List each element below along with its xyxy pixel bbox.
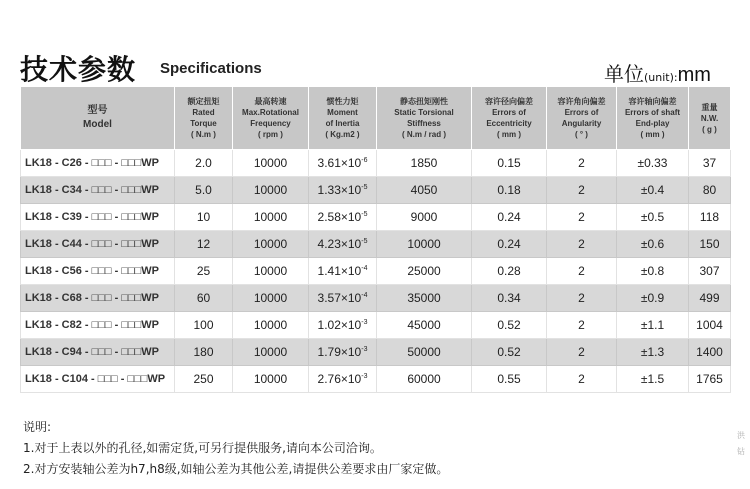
torque-cell: 60 [175,285,233,312]
header-en: Rated Torque ( N.m ) [190,108,217,139]
header-cn: 容许径向偏差 [485,97,533,106]
model-cell: LK18 - C56 - □□□ - □□□WP [21,258,175,285]
endplay-cell: ±0.4 [617,177,689,204]
page-subtitle: Specifications [160,60,262,77]
header-speed [233,87,309,150]
header-cn: 重量 [701,102,718,112]
inertia-cell [309,150,377,177]
model-cell: LK18 - C82 - □□□ - □□□WP [21,312,175,339]
inertia-exponent: -5 [361,211,368,218]
note-item-1: 1.对于上表以外的孔径,如需定货,可另行提供服务,请向本公司洽询。 [23,441,382,455]
weight-cell: 1004 [689,312,731,339]
torque-cell: 100 [175,312,233,339]
eccentricity-cell: 0.28 [472,258,547,285]
header-endplay [617,87,689,150]
inertia-base: 4.23×10 [317,237,362,251]
header-en: Errors of Eccentricity ( mm ) [486,108,532,139]
inertia-base: 1.41×10 [317,264,362,278]
stiffness-cell: 50000 [377,339,472,366]
speed-cell: 10000 [233,285,309,312]
speed-cell: 10000 [233,366,309,393]
inertia-exponent: -5 [361,238,368,245]
angularity-cell: 2 [547,312,617,339]
table-row [21,150,731,177]
inertia-base: 2.58×10 [317,210,362,224]
model-cell: LK18 - C39 - □□□ - □□□WP [21,204,175,231]
model-cell: LK18 - C34 - □□□ - □□□WP [21,177,175,204]
specifications-table [20,86,731,393]
notes-title: 说明: [23,420,52,434]
table-row [21,231,731,258]
stiffness-cell: 10000 [377,231,472,258]
angularity-cell: 2 [547,150,617,177]
stiffness-cell: 9000 [377,204,472,231]
table-row [21,312,731,339]
torque-cell: 10 [175,204,233,231]
inertia-base: 1.79×10 [317,345,362,359]
header-en: Errors of Angularity ( ° ) [561,108,602,139]
header-en: N.W. ( g ) [700,113,719,134]
inertia-exponent: -5 [361,184,368,191]
inertia-cell [309,258,377,285]
endplay-cell: ±0.5 [617,204,689,231]
table-row [21,285,731,312]
header-model [21,87,175,150]
header-cn: 容许轴向偏差 [628,97,677,106]
table-row [21,366,731,393]
speed-cell: 10000 [233,204,309,231]
model-cell: LK18 - C104 - □□□ - □□□WP [21,366,175,393]
table-row [21,258,731,285]
inertia-base: 3.61×10 [317,156,362,170]
inertia-cell [309,204,377,231]
unit-value: mm [677,64,711,86]
notes [23,417,448,480]
inertia-exponent: -4 [361,292,368,299]
inertia-exponent: -6 [361,157,368,164]
endplay-cell: ±1.5 [617,366,689,393]
weight-cell: 307 [689,258,731,285]
speed-cell: 10000 [233,150,309,177]
speed-cell: 10000 [233,339,309,366]
header-row [21,87,731,150]
stiffness-cell: 35000 [377,285,472,312]
header-en: Moment of Inertia ( Kg.m2 ) [325,108,360,139]
speed-cell: 10000 [233,312,309,339]
inertia-cell [309,231,377,258]
stiffness-cell: 1850 [377,150,472,177]
unit-label [604,58,711,87]
page-title: 技术参数 [20,53,137,86]
eccentricity-cell: 0.24 [472,231,547,258]
weight-cell: 1765 [689,366,731,393]
unit-prefix: 单位 [604,62,644,86]
endplay-cell: ±1.3 [617,339,689,366]
weight-cell: 80 [689,177,731,204]
eccentricity-cell: 0.18 [472,177,547,204]
header-en: Max.Rotational Frequency ( rpm ) [242,108,299,139]
eccentricity-cell: 0.15 [472,150,547,177]
inertia-exponent: -4 [361,265,368,272]
weight-cell: 1400 [689,339,731,366]
header-cn: 额定扭矩 [187,97,220,106]
header-cn: 容许角向偏差 [557,97,606,106]
header-stiffness [377,87,472,150]
eccentricity-cell: 0.52 [472,339,547,366]
weight-cell: 37 [689,150,731,177]
model-cell: LK18 - C44 - □□□ - □□□WP [21,231,175,258]
torque-cell: 180 [175,339,233,366]
inertia-cell [309,312,377,339]
weight-cell: 150 [689,231,731,258]
header-weight [689,87,731,150]
torque-cell: 5.0 [175,177,233,204]
header-eccentricity [472,87,547,150]
angularity-cell: 2 [547,366,617,393]
table-row [21,204,731,231]
header-cn: 惯性力矩 [326,97,359,106]
header-inertia [309,87,377,150]
table-body [21,150,731,393]
stiffness-cell: 25000 [377,258,472,285]
header-angularity [547,87,617,150]
eccentricity-cell: 0.34 [472,285,547,312]
endplay-cell: ±0.8 [617,258,689,285]
inertia-cell [309,339,377,366]
endplay-cell: ±0.9 [617,285,689,312]
stiffness-cell: 4050 [377,177,472,204]
header-en: Model [83,119,112,130]
header-cn: 静态扭矩刚性 [400,97,448,106]
endplay-cell: ±0.6 [617,231,689,258]
weight-cell: 118 [689,204,731,231]
inertia-base: 3.57×10 [317,291,362,305]
torque-cell: 12 [175,231,233,258]
table-row [21,177,731,204]
note-item-2: 2.对方安装轴公差为h7,h8级,如轴公差为其他公差,请提供公差要求由厂家定做。 [23,462,449,476]
angularity-cell: 2 [547,231,617,258]
stiffness-cell: 60000 [377,366,472,393]
inertia-cell [309,285,377,312]
speed-cell: 10000 [233,258,309,285]
angularity-cell: 2 [547,339,617,366]
torque-cell: 250 [175,366,233,393]
side-watermark [737,428,745,460]
side-char: 钻 [737,447,745,456]
endplay-cell: ±0.33 [617,150,689,177]
header-cn: 型号 [87,105,108,116]
endplay-cell: ±1.1 [617,312,689,339]
model-cell: LK18 - C94 - □□□ - □□□WP [21,339,175,366]
side-char: 洪 [737,431,745,440]
inertia-cell [309,177,377,204]
inertia-base: 1.02×10 [317,318,362,332]
header-en: Errors of shaft End-play ( mm ) [624,108,681,139]
inertia-exponent: -3 [361,373,368,380]
torque-cell: 2.0 [175,150,233,177]
header-en: Static Torsional Stiffness ( N.m / rad ) [394,108,454,139]
angularity-cell: 2 [547,258,617,285]
header-cn: 最高转速 [254,97,287,106]
angularity-cell: 2 [547,177,617,204]
unit-en: (unit): [644,71,678,84]
model-cell: LK18 - C68 - □□□ - □□□WP [21,285,175,312]
inertia-exponent: -3 [361,319,368,326]
model-cell: LK18 - C26 - □□□ - □□□WP [21,150,175,177]
eccentricity-cell: 0.52 [472,312,547,339]
speed-cell: 10000 [233,231,309,258]
stiffness-cell: 45000 [377,312,472,339]
table-row [21,339,731,366]
inertia-base: 1.33×10 [317,183,362,197]
header-torque [175,87,233,150]
eccentricity-cell: 0.55 [472,366,547,393]
weight-cell: 499 [689,285,731,312]
eccentricity-cell: 0.24 [472,204,547,231]
inertia-base: 2.76×10 [317,372,362,386]
angularity-cell: 2 [547,204,617,231]
inertia-cell [309,366,377,393]
angularity-cell: 2 [547,285,617,312]
inertia-exponent: -3 [361,346,368,353]
speed-cell: 10000 [233,177,309,204]
torque-cell: 25 [175,258,233,285]
